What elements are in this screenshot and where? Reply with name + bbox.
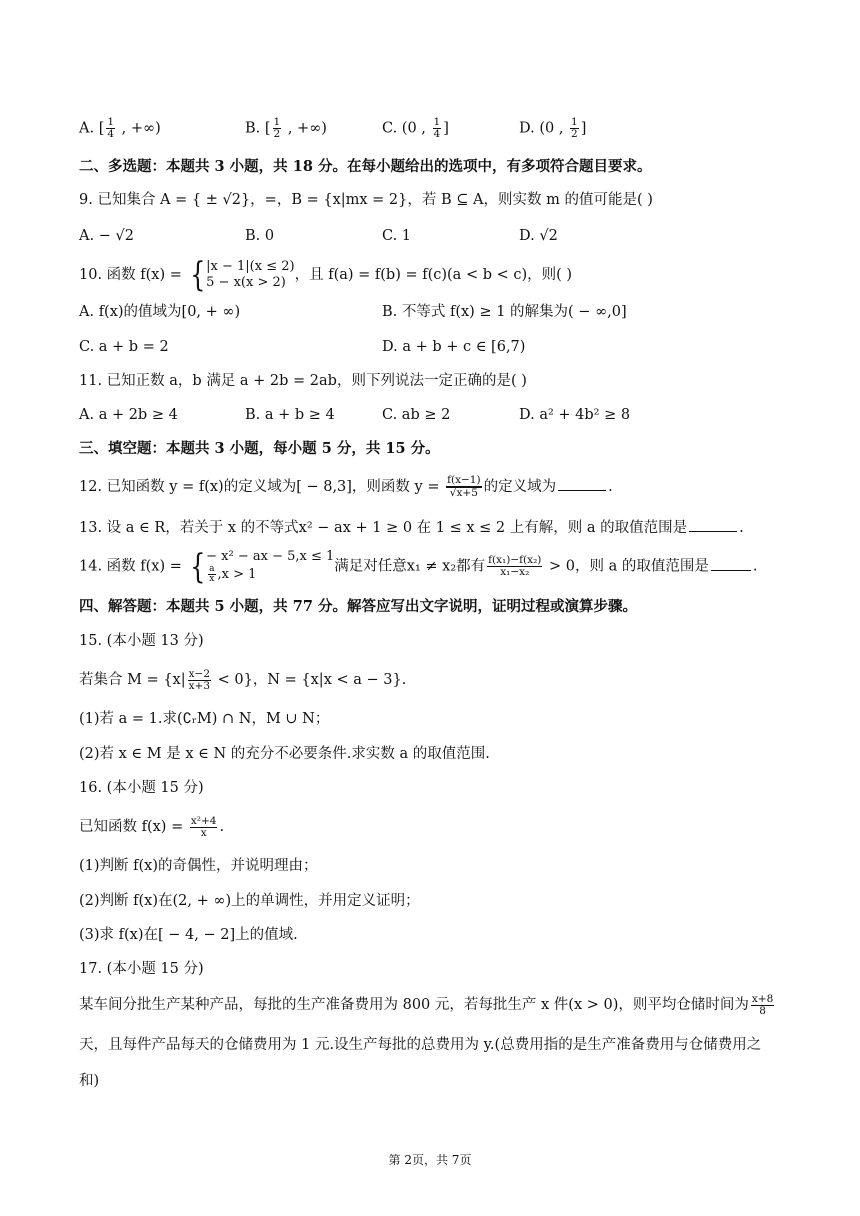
q11-option-a: A. a + 2b ≥ 4	[79, 407, 178, 423]
question-16-stem: 已知函数 f(x) = $\frac{\text{x²+4}}{x}$ .	[79, 814, 225, 839]
q8-option-c: C. (0 , $\frac{1}{4}$ ]	[382, 116, 449, 140]
q10-option-c: C. a + b = 2	[79, 339, 169, 355]
answer-blank	[689, 517, 737, 532]
answer-blank	[558, 476, 606, 491]
q8-option-d: D. (0 , $\frac{1}{2}$ ]	[519, 116, 587, 140]
question-16-part-1: (1)判断 f(x)的奇偶性，并说明理由；	[79, 858, 318, 874]
q9-option-d: D. √2	[519, 228, 558, 244]
question-17-line-1: 某车间分批生产某种产品，每批的生产准备费用为 800 元，若每批生产 x 件(x > 0)，则平均仓储时间为 $\frac{x+8}{8}$	[79, 992, 774, 1017]
q11-option-d: D. a² + 4b² ≥ 8	[519, 407, 631, 423]
section-heading-multi-choice: 二、多选题：本题共 3 小题，共 18 分。在每小题给出的选项中，有多项符合题目要求。	[79, 158, 652, 175]
question-16-part-2: (2)判断 f(x)在(2, + ∞)上的单调性，并用定义证明；	[79, 893, 420, 909]
question-15-stem: 若集合 M = {x| $\frac{x-2}{x+3}$ < 0}，N = {x|x < a − 3}.	[79, 667, 407, 692]
question-10-stem: 10. 函数 f(x) = { |x − 1|(x ≤ 2) 5 − x(x > 2) ，且 f(a) = f(b) = f(c)(a < b < c)，则( )	[79, 255, 573, 295]
q9-option-a: A. − √2	[79, 228, 134, 244]
q9-option-b: B. 0	[245, 228, 275, 244]
section-heading-fill-in: 三、填空题：本题共 3 小题，每小题 5 分，共 15 分。	[79, 440, 440, 457]
page-footer: 第 2页，共 7页	[388, 1153, 472, 1167]
q10-option-b: B. 不等式 f(x) ≥ 1 的解集为( − ∞,0]	[382, 304, 627, 320]
piecewise-brace: { − x² − ax − 5,x ≤ 1 $\frac{a}{x}$ ,x > 1	[189, 546, 335, 587]
question-16-part-3: (3)求 f(x)在[ − 4, − 2]上的值域.	[79, 927, 298, 943]
question-17-line-2: 天，且每件产品每天的仓储费用为 1 元.设生产每批的总费用为 y.(总费用指的是生产准备费用与仓储费用之	[79, 1037, 762, 1053]
question-16-heading: 16. (本小题 15 分)	[79, 780, 204, 796]
question-9-stem: 9. 已知集合 A = { ± √2}，=，B = {x|mx = 2}，若 B ⊆ A，则实数 m 的值可能是( )	[79, 192, 653, 208]
question-14-stem: 14. 函数 f(x) = { − x² − ax − 5,x ≤ 1 $\frac{a}{x}$ ,x > 1 满足对任意x₁ ≠ x₂都有 $\frac{\text{f(x₁)−f(x₂)}}{\text{x₁−x₂}}$ > 0，则 a 的取值范围是 .	[79, 546, 758, 587]
q11-option-c: C. ab ≥ 2	[382, 407, 451, 423]
question-13-stem: 13. 设 a ∈ R，若关于 x 的不等式x² − ax + 1 ≥ 0 在 1 ≤ x ≤ 2 上有解，则 a 的取值范围是 .	[79, 517, 744, 539]
question-15-part-2: (2)若 x ∈ M 是 x ∈ N 的充分不必要条件.求实数 a 的取值范围.	[79, 746, 490, 762]
q10-option-d: D. a + b + c ∈ [6,7)	[382, 339, 526, 355]
question-17-heading: 17. (本小题 15 分)	[79, 961, 204, 977]
q8-option-a: A. [ $\frac{1}{4}$ , +∞)	[79, 116, 161, 140]
question-15-heading: 15. (本小题 13 分)	[79, 633, 204, 649]
q10-option-a: A. f(x)的值域为[0, + ∞)	[79, 304, 241, 320]
question-11-stem: 11. 已知正数 a，b 满足 a + 2b = 2ab，则下列说法一定正确的是( )	[79, 373, 527, 389]
q9-option-c: C. 1	[382, 228, 412, 244]
section-heading-solutions: 四、解答题：本题共 5 小题，共 77 分。解答应写出文字说明，证明过程或演算步骤。	[79, 598, 637, 615]
piecewise-brace: { |x − 1|(x ≤ 2) 5 − x(x > 2)	[189, 255, 295, 295]
question-12-stem: 12. 已知函数 y = f(x)的定义域为[ − 8,3]，则函数 y = $\frac{f(x-1)}{√x+5}$ 的定义域为 .	[79, 474, 613, 499]
q11-option-b: B. a + b ≥ 4	[245, 407, 335, 423]
q8-option-b: B. [ $\frac{1}{2}$ , +∞)	[245, 116, 327, 140]
question-15-part-1: (1)若 a = 1.求(∁ᵣM) ∩ N，M ∪ N；	[79, 711, 330, 727]
question-17-line-3: 和)	[79, 1073, 100, 1089]
answer-blank	[711, 556, 751, 571]
